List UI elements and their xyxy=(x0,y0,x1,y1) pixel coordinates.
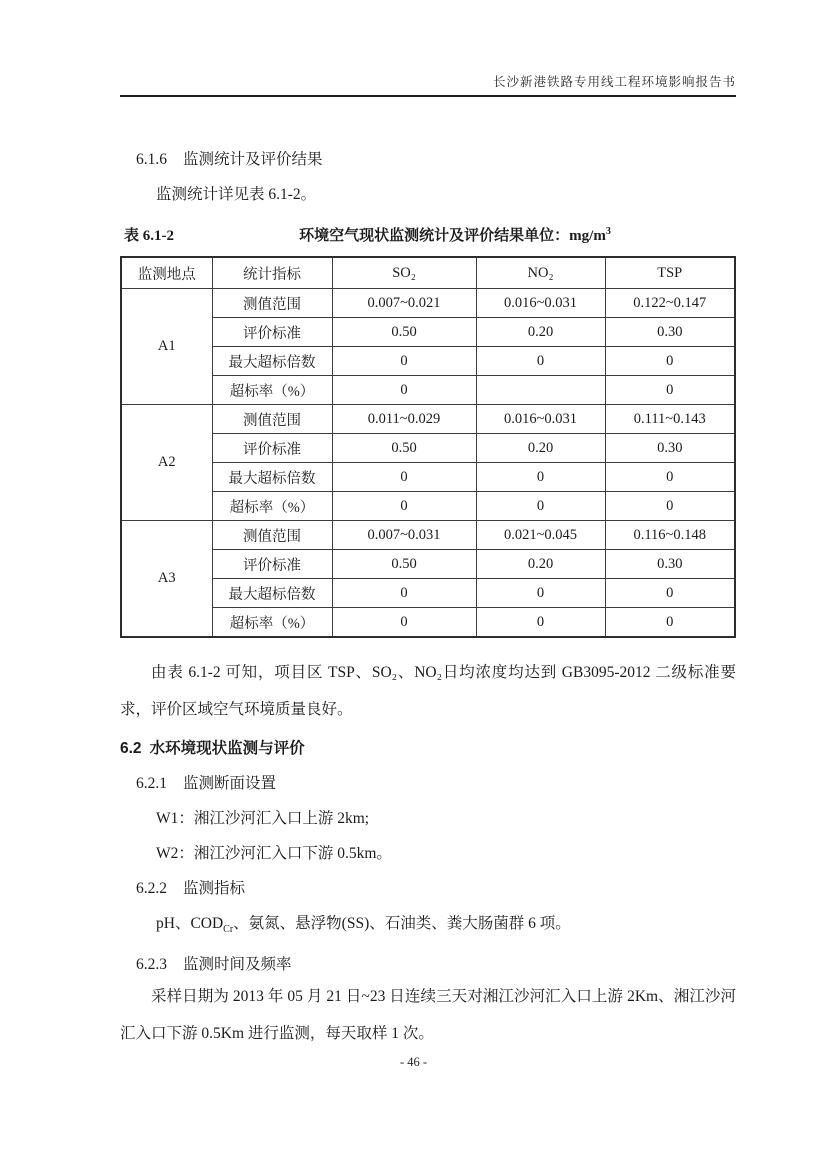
cell: 测值范围 xyxy=(212,289,332,318)
cell: 0.016~0.031 xyxy=(476,289,605,318)
table-label: 表 6.1-2 xyxy=(124,228,174,244)
heading-text: 水环境现状监测与评价 xyxy=(149,740,305,757)
cell: 0 xyxy=(476,347,605,376)
cell: 超标率（%） xyxy=(212,492,332,521)
col-header-no2: NO₂ xyxy=(476,257,605,289)
cell: 0.021~0.045 xyxy=(476,521,605,550)
cell: 0 xyxy=(332,608,476,638)
cell: 0 xyxy=(332,492,476,521)
heading-6-2 xyxy=(120,738,736,760)
heading-6-2-1 xyxy=(136,773,736,795)
page-content xyxy=(120,0,736,1052)
table-row xyxy=(121,608,735,638)
cell: 0.007~0.021 xyxy=(332,289,476,318)
page-header-title: 长沙新港铁路专用线工程环境影响报告书 xyxy=(120,0,736,97)
heading-6-2-2 xyxy=(136,878,736,900)
monitoring-section-w1: W1：湘江沙河汇入口上游 2km; xyxy=(156,810,370,827)
page-number: - 46 - xyxy=(399,1055,428,1069)
heading-number: 6.1.6 xyxy=(136,151,167,168)
cell xyxy=(476,376,605,405)
heading-text: 监测断面设置 xyxy=(183,775,277,792)
table-caption xyxy=(124,221,736,247)
heading-number: 6.2.1 xyxy=(136,775,167,792)
heading-number: 6.2.2 xyxy=(136,880,167,897)
cell: 0.30 xyxy=(605,318,735,347)
col-header-site: 监测地点 xyxy=(121,257,212,289)
col-header-tsp: TSP xyxy=(605,257,735,289)
cell: 0.50 xyxy=(332,434,476,463)
cell: 0 xyxy=(605,463,735,492)
table-row xyxy=(121,405,735,434)
table-intro-text: 监测统计详见表 6.1-2。 xyxy=(156,186,317,203)
cell: 0 xyxy=(476,579,605,608)
heading-6-1-6 xyxy=(136,149,736,171)
site-cell-a1: A1 xyxy=(121,289,212,405)
heading-number: 6.2.3 xyxy=(136,956,167,974)
cell: 评价标准 xyxy=(212,434,332,463)
cell: 0.016~0.031 xyxy=(476,405,605,434)
table-row xyxy=(121,318,735,347)
cell: 0 xyxy=(605,347,735,376)
cell: 0.50 xyxy=(332,318,476,347)
heading-6-2-3 xyxy=(136,954,736,976)
cell: 最大超标倍数 xyxy=(212,347,332,376)
cell: 0.20 xyxy=(476,434,605,463)
cell: 0 xyxy=(476,492,605,521)
col-header-so2: SO₂ xyxy=(332,257,476,289)
cell: 0.116~0.148 xyxy=(605,521,735,550)
table-row xyxy=(121,492,735,521)
cell: 0.122~0.147 xyxy=(605,289,735,318)
cell: 测值范围 xyxy=(212,405,332,434)
monitoring-indicators-text: pH、$COD_{Cr}$、氨氮、悬浮物(SS)、石油类、粪大肠菌群 6 项。 xyxy=(156,915,571,936)
monitoring-section-w2: W2：湘江沙河汇入口下游 0.5km。 xyxy=(156,845,392,862)
table-row xyxy=(121,579,735,608)
cell: 0 xyxy=(605,579,735,608)
cell: 超标率（%） xyxy=(212,608,332,638)
cell: 超标率（%） xyxy=(212,376,332,405)
heading-text: 监测指标 xyxy=(183,880,246,897)
air-quality-table xyxy=(120,256,736,638)
cell: 评价标准 xyxy=(212,318,332,347)
heading-text: 监测时间及频率 xyxy=(183,956,292,974)
cell: 0 xyxy=(332,579,476,608)
table-row xyxy=(121,347,735,376)
cell: 0 xyxy=(605,608,735,638)
cell: 0.111~0.143 xyxy=(605,405,735,434)
site-cell-a2: A2 xyxy=(121,405,212,521)
table-unit: 单位：mg/m xyxy=(524,228,606,244)
cell: 最大超标倍数 xyxy=(212,579,332,608)
cell: 0.30 xyxy=(605,550,735,579)
table-row xyxy=(121,521,735,550)
air-conclusion-text: 由表 6.1-2 可知，项目区 TSP、SO₂、NO₂日均浓度均达到 GB3095-2012 二级标准要求，评价区域空气环境质量良好。 xyxy=(120,664,736,718)
table-row xyxy=(121,289,735,318)
cell: 0 xyxy=(332,463,476,492)
heading-number: 6.2 xyxy=(120,740,142,757)
cell: 最大超标倍数 xyxy=(212,463,332,492)
cell: 0 xyxy=(332,376,476,405)
table-row xyxy=(121,434,735,463)
cell: 0.20 xyxy=(476,550,605,579)
cell: 0 xyxy=(605,376,735,405)
cell: 0.50 xyxy=(332,550,476,579)
table-unit-exponent: 3 xyxy=(605,226,611,237)
cell: 0.007~0.031 xyxy=(332,521,476,550)
cell: 0 xyxy=(476,463,605,492)
site-cell-a3: A3 xyxy=(121,521,212,638)
table-row xyxy=(121,463,735,492)
sampling-schedule-text: 采样日期为 2013 年 05 月 21 日~23 日连续三天对湘江沙河汇入口上游 2Km、湘江沙河汇入口下游 0.5Km 进行监测，每天取样 1 次。 xyxy=(120,988,736,1043)
table-title: 环境空气现状监测统计及评价结果单位：$mg/m^3$ xyxy=(299,226,611,244)
cell: 测值范围 xyxy=(212,521,332,550)
cell: 评价标准 xyxy=(212,550,332,579)
codcr-subscript: Cr xyxy=(223,924,234,936)
col-header-indicator: 统计指标 xyxy=(212,257,332,289)
cell: 0 xyxy=(476,608,605,638)
heading-text: 监测统计及评价结果 xyxy=(183,151,323,168)
table-row xyxy=(121,550,735,579)
cell: 0.011~0.029 xyxy=(332,405,476,434)
cell: 0.20 xyxy=(476,318,605,347)
table-header-row xyxy=(121,257,735,289)
cell: 0 xyxy=(332,347,476,376)
cell: 0.30 xyxy=(605,434,735,463)
cell: 0 xyxy=(605,492,735,521)
table-row xyxy=(121,376,735,405)
